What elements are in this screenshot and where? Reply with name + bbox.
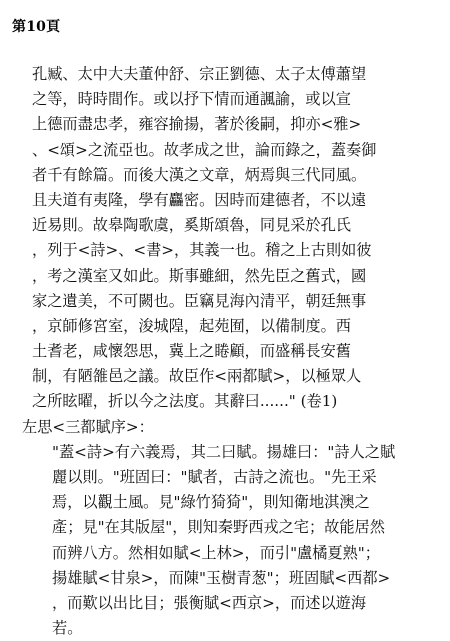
text-line-12: 土耆老，咸懷怨思，冀上之睠顧，而盛稱長安舊: [32, 342, 351, 361]
text-line-2: 之等，時時間作。或以抒下情而通諷諭，或以宣: [32, 90, 351, 109]
text-line-4: 、<頌>之流亞也。故孝成之世，論而錄之，蓋奏御: [32, 140, 377, 159]
text-line-3: 上德而盡忠孝，雍容揄揚，著於後嗣，抑亦<雅>: [32, 115, 362, 134]
quote-line-3: 焉，以觀土風。見"綠竹猗猗"，則知衛地淇澳之: [52, 493, 370, 512]
text-line-10: 家之遺美，不可闕也。臣竊見海內清平，朝廷無事: [32, 291, 367, 310]
quote-line-4: 產；見"在其版屋"，則知秦野西戎之宅；故能居然: [52, 518, 385, 537]
quote-line-6: 揚雄賦<甘泉>，而陳"玉樹青葱"；班固賦<西都>: [52, 568, 391, 587]
quote-line-8: 若。: [52, 619, 83, 638]
document-body: [22, 62, 436, 641]
text-line-7: 近易則。故皋陶歌虞，奚斯頌魯，同見采於孔氏: [32, 216, 351, 235]
text-line-1: 孔臧、太中大夫董仲舒、宗正劉德、太子太傅蕭望: [32, 65, 367, 83]
text-line-11: ，京師修宮室，浚城隍，起苑囿，以備制度。西: [32, 316, 351, 335]
quote-line-2: 麗以則。"班固曰："賦者，古詩之流也。"先王采: [52, 468, 377, 486]
text-line-6: 且夫道有夷隆，學有麤密。因時而建德者，不以遠: [32, 190, 367, 209]
quote-line-1: "蓋<詩>有六義焉，其二曰賦。揚雄曰："詩人之賦: [52, 442, 396, 461]
text-line-14: 之所眩曜，折以今之法度。其辭曰......" (卷1): [32, 392, 338, 411]
text-line-5: 者千有餘篇。而後大漢之文章，炳焉與三代同風。: [32, 165, 367, 184]
quote-line-7: ，而歎以出比目；張衡賦<西京>，而述以遊海: [52, 593, 367, 612]
text-line-8: ，列于<詩>、<書>，其義一也。稽之上古則如彼: [32, 241, 372, 260]
quote-line-5: 而辨八方。然相如賦<上林>，而引"盧橘夏熟"；: [52, 543, 380, 562]
section-heading: 左思<三都賦序>：: [22, 417, 154, 436]
page-number-label: 第10頁: [12, 19, 61, 35]
text-line-13: 制，有陋雒邑之議。故臣作<兩都賦>，以極眾人: [32, 367, 362, 386]
text-line-9: ，考之漢室又如此。斯事雖細，然先臣之舊式，國: [32, 266, 367, 285]
